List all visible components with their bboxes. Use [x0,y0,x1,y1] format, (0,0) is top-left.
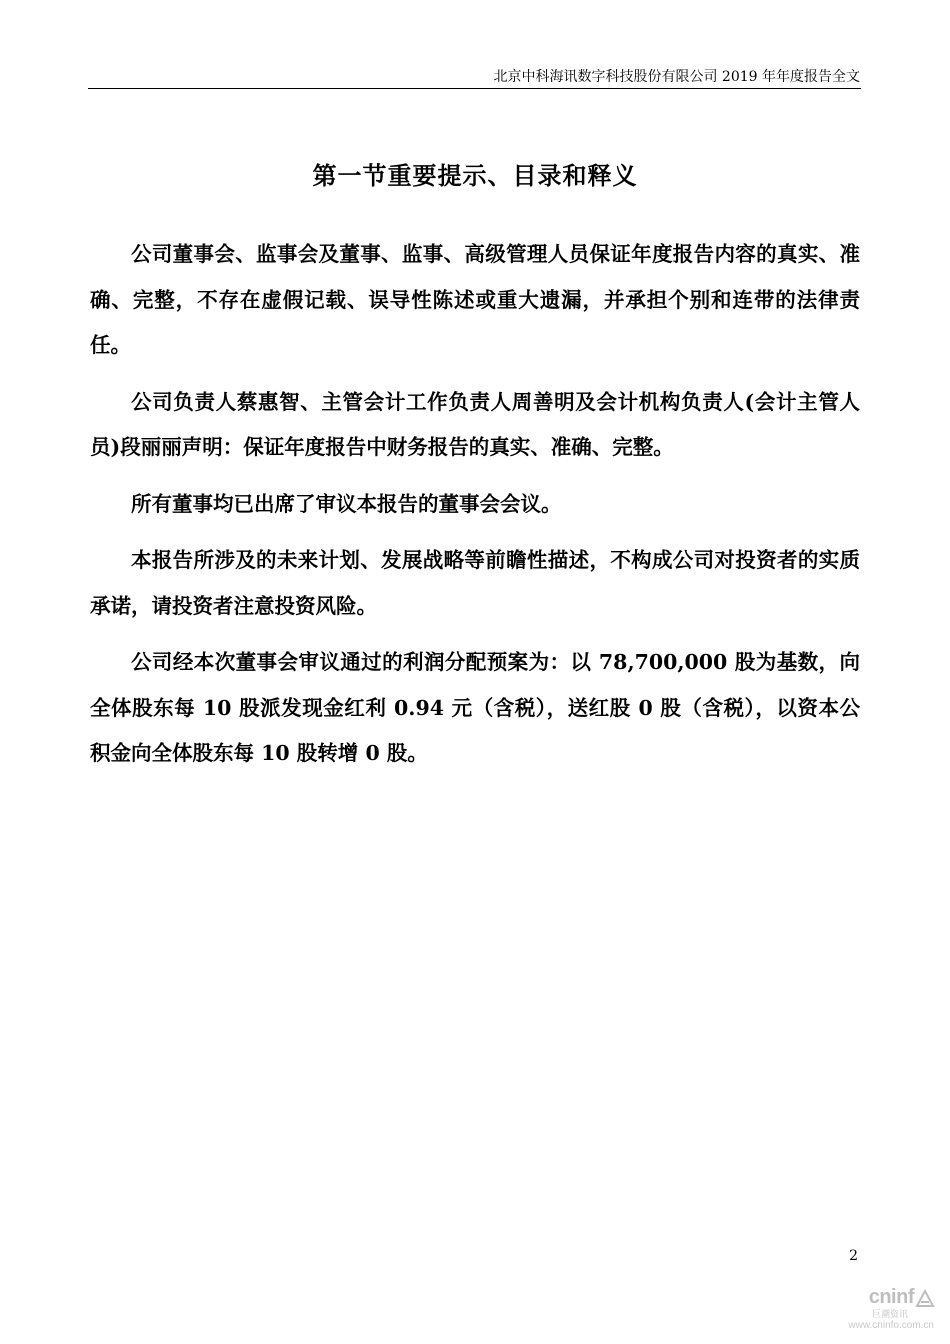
paragraph-board-guarantee: 公司董事会、监事会及董事、监事、高级管理人员保证年度报告内容的真实、准确、完整，不存在虚假记载、误导性陈述或重大遗漏，并承担个别和连带的法律责任。 [90,242,860,357]
paragraph-forward-looking: 本报告所涉及的未来计划、发展战略等前瞻性描述，不构成公司对投资者的实质承诺，请投资者注意投资风险。 [90,548,860,618]
running-header: 北京中科海讯数字科技股份有限公司 2019 年年度报告全文 [493,69,860,85]
paragraph-profit-distribution: 公司经本次董事会审议通过的利润分配预案为：以 78,700,000 股为基数，向全体股东每 10 股派发现金红利 0.94 元（含税），送红股 0 股（含税），以资本公积金向全体股东每 10 股转增 0 股。 [90,650,860,765]
watermark-url: www.cninfo.com.cn [848,1320,934,1331]
cninf-logo-icon [914,1288,936,1310]
page-number: 2 [849,1248,858,1264]
section-title: 第一节重要提示、目录和释义 [312,161,638,190]
paragraph-responsible-persons: 公司负责人蔡惠智、主管会计工作负责人周善明及会计机构负责人(会计主管人员)段丽丽声明：保证年度报告中财务报告的真实、准确、完整。 [90,389,860,459]
watermark [818,1286,938,1336]
header-divider [88,88,861,89]
watermark-brand: cninf [868,1286,914,1308]
document-body [90,232,860,788]
watermark-subtitle: 巨潮资讯 [871,1310,908,1320]
paragraph-directors-attendance: 所有董事均已出席了审议本报告的董事会会议。 [131,491,562,516]
